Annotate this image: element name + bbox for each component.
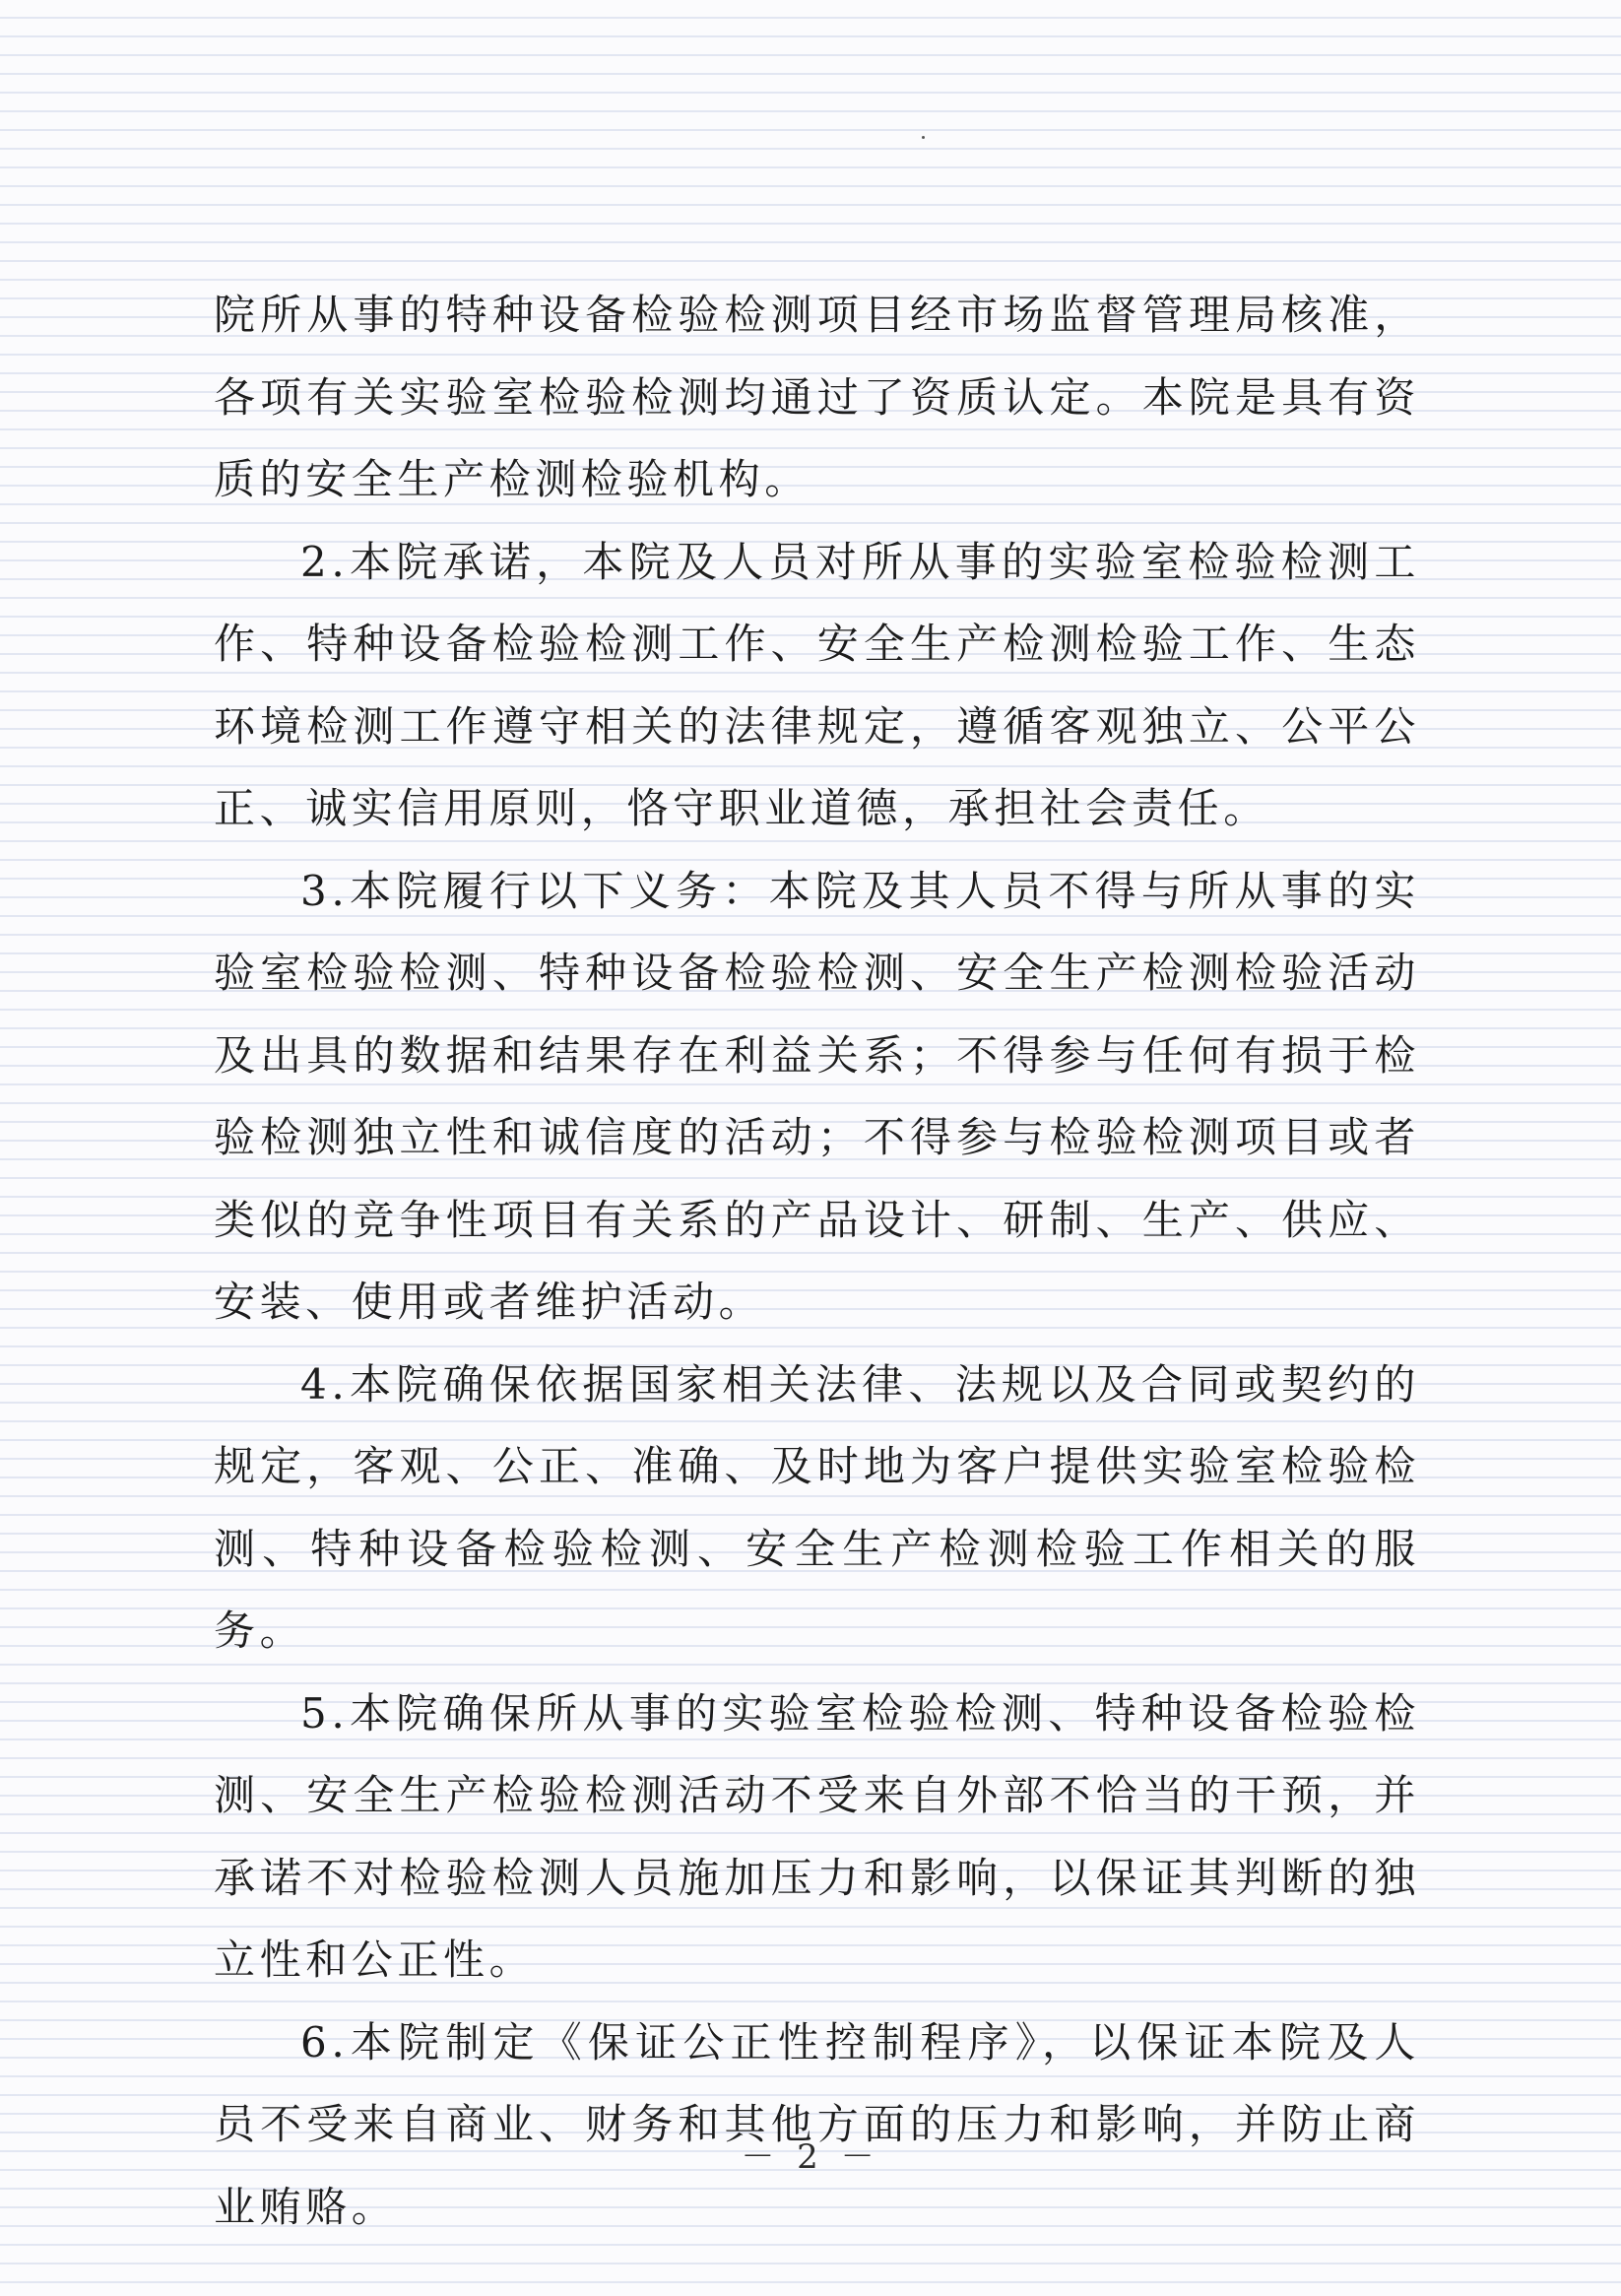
scan-speck: [922, 136, 925, 139]
document-body: [214, 274, 1420, 2248]
paragraph-continuation: 院所从事的特种设备检验检测项目经市场监督管理局核准，各项有关实验室检验检测均通过了资质认定。本院是具有资质的安全生产检测检验机构。: [214, 291, 1420, 503]
paragraph-2: 2.本院承诺，本院及人员对所从事的实验室检验检测工作、特种设备检验检测工作、安全生产检测检验工作、生态环境检测工作遵守相关的法律规定，遵循客观独立、公平公正、诚实信用原则，恪守职业道德，承担社会责任。: [214, 537, 1420, 832]
paragraph-6: 6.本院制定《保证公正性控制程序》，以保证本院及人员不受来自商业、财务和其他方面的压力和影响，并防止商业贿赂。: [214, 2017, 1420, 2231]
paragraph-4: 4.本院确保依据国家相关法律、法规以及合同或契约的规定，客观、公正、准确、及时地为客户提供实验室检验检测、特种设备检验检测、安全生产检测检验工作相关的服务。: [214, 1359, 1420, 1655]
page-number: － 2 －: [741, 2137, 880, 2177]
paragraph-5: 5.本院确保所从事的实验室检验检测、特种设备检验检测、安全生产检验检测活动不受来自外部不恰当的干预，并承诺不对检验检测人员施加压力和影响，以保证其判断的独立性和公正性。: [214, 1688, 1420, 1984]
paragraph-3: 3.本院履行以下义务：本院及其人员不得与所从事的实验室检验检测、特种设备检验检测、安全生产检测检验活动及出具的数据和结果存在利益关系；不得参与任何有损于检验检测独立性和诚信度的活动；不得参与检验检测项目或者类似的竞争性项目有关系的产品设计、研制、生产、供应、安装、使用或者维护活动。: [214, 866, 1420, 1326]
